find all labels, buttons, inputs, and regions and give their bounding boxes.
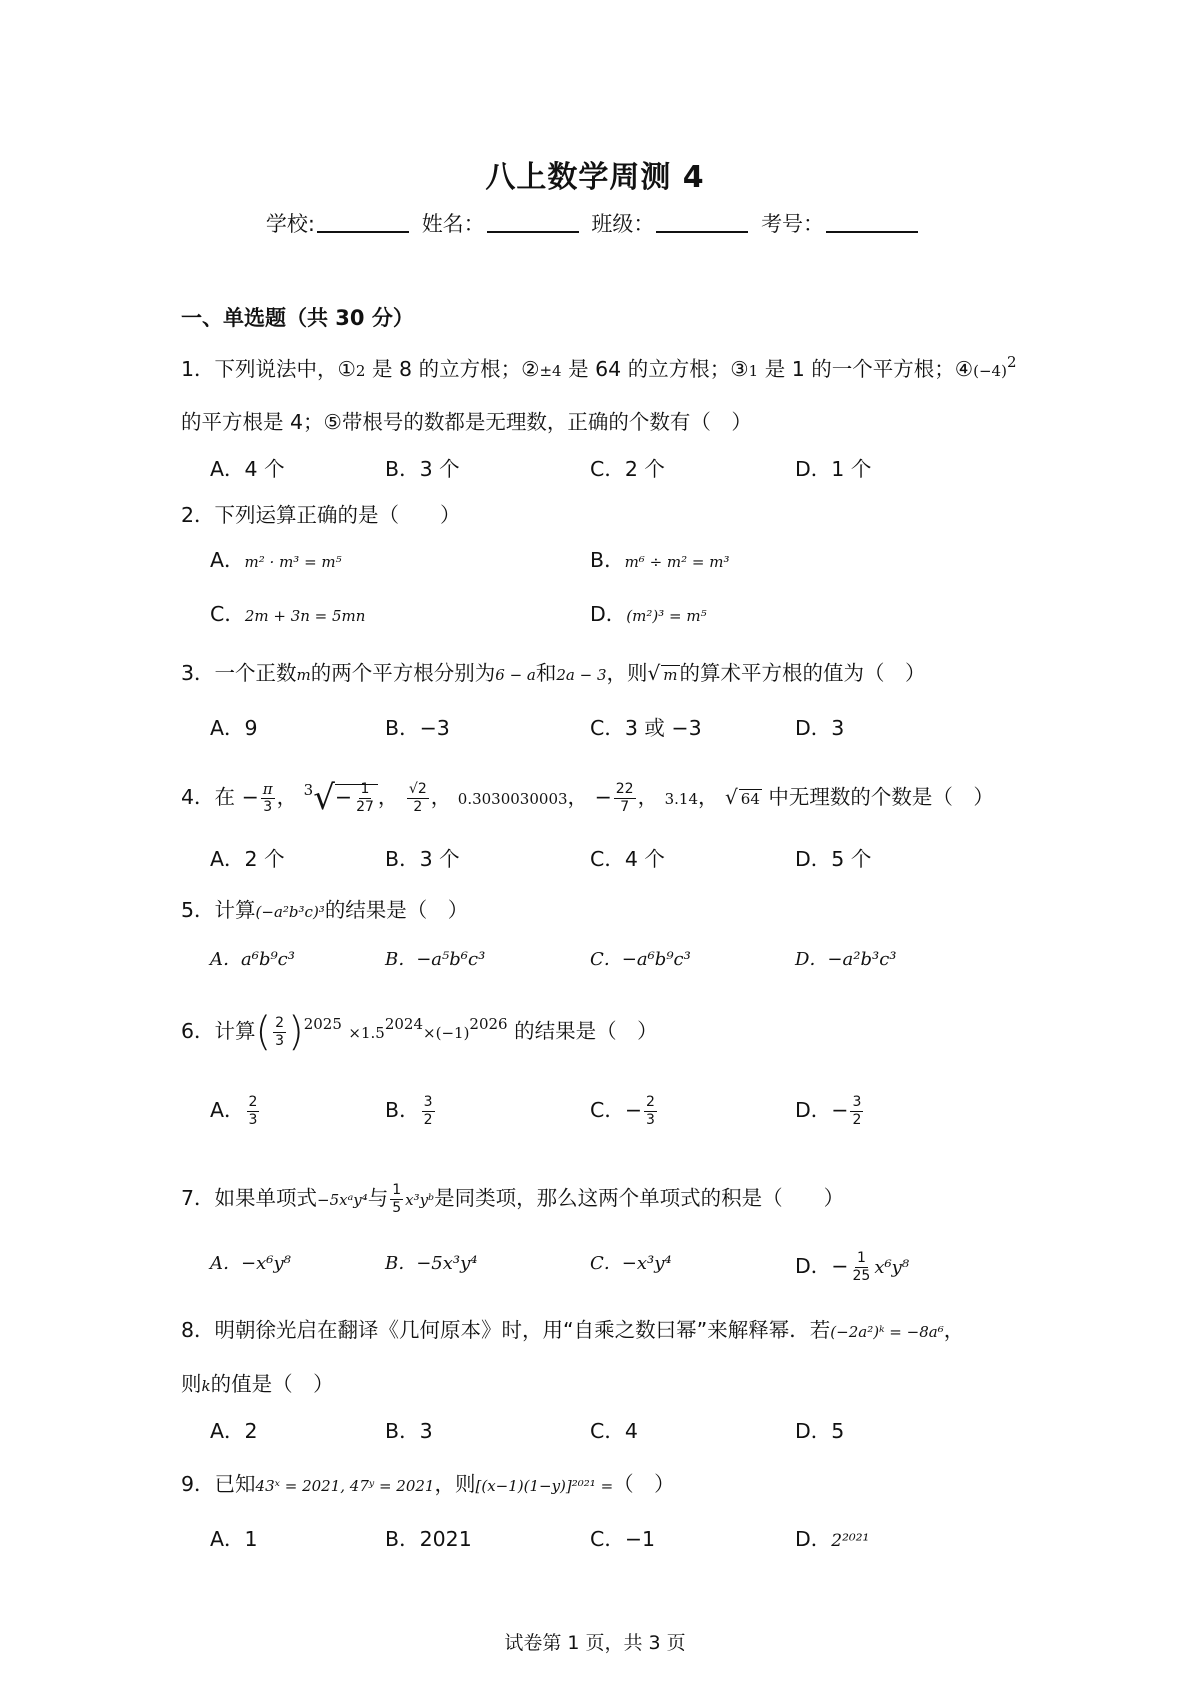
option-b[interactable]: B．3: [385, 1419, 433, 1443]
option-d[interactable]: D．− $\frac{3}{2}$: [795, 1093, 862, 1128]
option-b[interactable]: B．3 个: [385, 457, 460, 481]
question-7-stem: 7．如果单项式−5xᵃy⁴与 $\frac{1}{5}$ x³yᵇ是同类项，那么这两个单项式的积是（ ）: [181, 1181, 845, 1216]
option-c[interactable]: C．2m + 3n = 5mn: [210, 602, 366, 626]
option-c[interactable]: C．4: [590, 1419, 638, 1443]
page-footer: 试卷第 1 页，共 3 页: [504, 1632, 686, 1654]
option-d[interactable]: D．3: [795, 716, 845, 740]
option-d[interactable]: D．2²⁰²¹: [795, 1527, 870, 1551]
option-d[interactable]: D．−a²b³c³: [795, 949, 897, 970]
question-6-stem: 6．计算( $\frac{2}{3}$ )$^{2025} \times 1.5^{2024}\times(-1)^{2026}$ 的结果是（ ）: [181, 1009, 658, 1055]
option-a[interactable]: A． $\frac{2}{3}$: [210, 1093, 258, 1128]
page-title: 八上数学周测 4: [485, 160, 705, 195]
option-b[interactable]: B．2021: [385, 1527, 472, 1551]
question-5-stem: 5．计算(−a²b³c)³的结果是（ ）: [181, 898, 469, 922]
class-blank[interactable]: [656, 213, 748, 233]
option-d[interactable]: D．5: [795, 1419, 845, 1443]
option-a[interactable]: A．a⁶b⁹c³: [210, 949, 295, 970]
option-b[interactable]: B．−a⁵b⁶c³: [385, 949, 486, 970]
school-label: 学校:: [265, 212, 315, 236]
option-c[interactable]: C．2 个: [590, 457, 665, 481]
option-b[interactable]: B．m⁶ ÷ m² = m³: [590, 548, 730, 572]
question-1-line-2: 的平方根是 4；⑤带根号的数都是无理数，正确的个数有（ ）: [181, 410, 752, 434]
option-a[interactable]: A．−x⁶y⁸: [210, 1253, 291, 1274]
option-c[interactable]: C．−x³y⁴: [590, 1253, 672, 1274]
option-c[interactable]: C．−1: [590, 1527, 656, 1551]
section-heading: 一、单选题（共 30 分）: [181, 306, 414, 330]
option-a[interactable]: A．2 个: [210, 847, 285, 871]
option-b[interactable]: B．−5x³y⁴: [385, 1253, 478, 1274]
question-4-stem: 4．在 − $\frac{\pi}{3}$ ， $^3$√− $\frac{1}{27}$ ， $\frac{√2}{2}$ ， 0.3030030003， − $\frac{22}{7}$ ， 3.14， √ 64 中无理数的个数是（ ）: [181, 778, 994, 818]
option-a[interactable]: A．1: [210, 1527, 258, 1551]
question-3-stem: 3．一个正数m的两个平方根分别为6 − a和2a − 3，则√ m的算术平方根的值为（ ）: [181, 661, 926, 685]
option-a[interactable]: A．m² · m³ = m⁵: [210, 548, 342, 572]
name-blank[interactable]: [487, 213, 579, 233]
option-b[interactable]: B． $\frac{3}{2}$: [385, 1093, 433, 1128]
question-2-stem: 2．下列运算正确的是（ ）: [181, 503, 461, 527]
option-c[interactable]: C．− $\frac{2}{3}$: [590, 1093, 655, 1128]
question-9-stem: 9．已知43ˣ = 2021, 47ʸ = 2021，则[(x−1)(1−y)]²⁰²¹ =（ ）: [181, 1472, 675, 1496]
sqrt2-over-2: $\frac{√2}{2}$: [408, 780, 427, 815]
name-label: 姓名：: [421, 212, 485, 236]
option-d[interactable]: D．1 个: [795, 457, 872, 481]
question-1-line-1: 1．下列说法中，①2 是 8 的立方根；②±4 是 64 的立方根；③1 是 1 的一个平方根；$④(-4)^2$: [181, 353, 1017, 381]
option-b[interactable]: B．3 个: [385, 847, 460, 871]
option-c[interactable]: C．3 或 −3: [590, 716, 702, 740]
option-a[interactable]: A．2: [210, 1419, 258, 1443]
neg-pi-over-3: $\frac{\pi}{3}$: [262, 779, 273, 815]
option-d[interactable]: D．(m²)³ = m⁵: [590, 602, 707, 626]
student-info-row: [0, 208, 1190, 238]
option-a[interactable]: A．9: [210, 716, 258, 740]
option-b[interactable]: B．−3: [385, 716, 450, 740]
exam-number-label: 考号：: [761, 212, 825, 236]
option-d[interactable]: D．5 个: [795, 847, 872, 871]
question-8-line-1: 8．明朝徐光启在翻译《几何原本》时，用“自乘之数曰幂”来解释幂．若(−2a²)ᵏ = −8a⁶，: [181, 1318, 965, 1342]
option-a[interactable]: A．4 个: [210, 457, 285, 481]
option-d[interactable]: D．− $\frac{1}{25}$ x⁶y⁸: [795, 1249, 910, 1284]
class-label: 班级：: [591, 212, 655, 236]
question-8-line-2: 则k的值是（ ）: [181, 1372, 334, 1396]
option-c[interactable]: C．4 个: [590, 847, 665, 871]
exam-number-blank[interactable]: [826, 213, 918, 233]
school-blank[interactable]: [317, 213, 409, 233]
neg-22-over-7: $\frac{22}{7}$: [615, 780, 634, 815]
option-c[interactable]: C．−a⁶b⁹c³: [590, 949, 691, 970]
